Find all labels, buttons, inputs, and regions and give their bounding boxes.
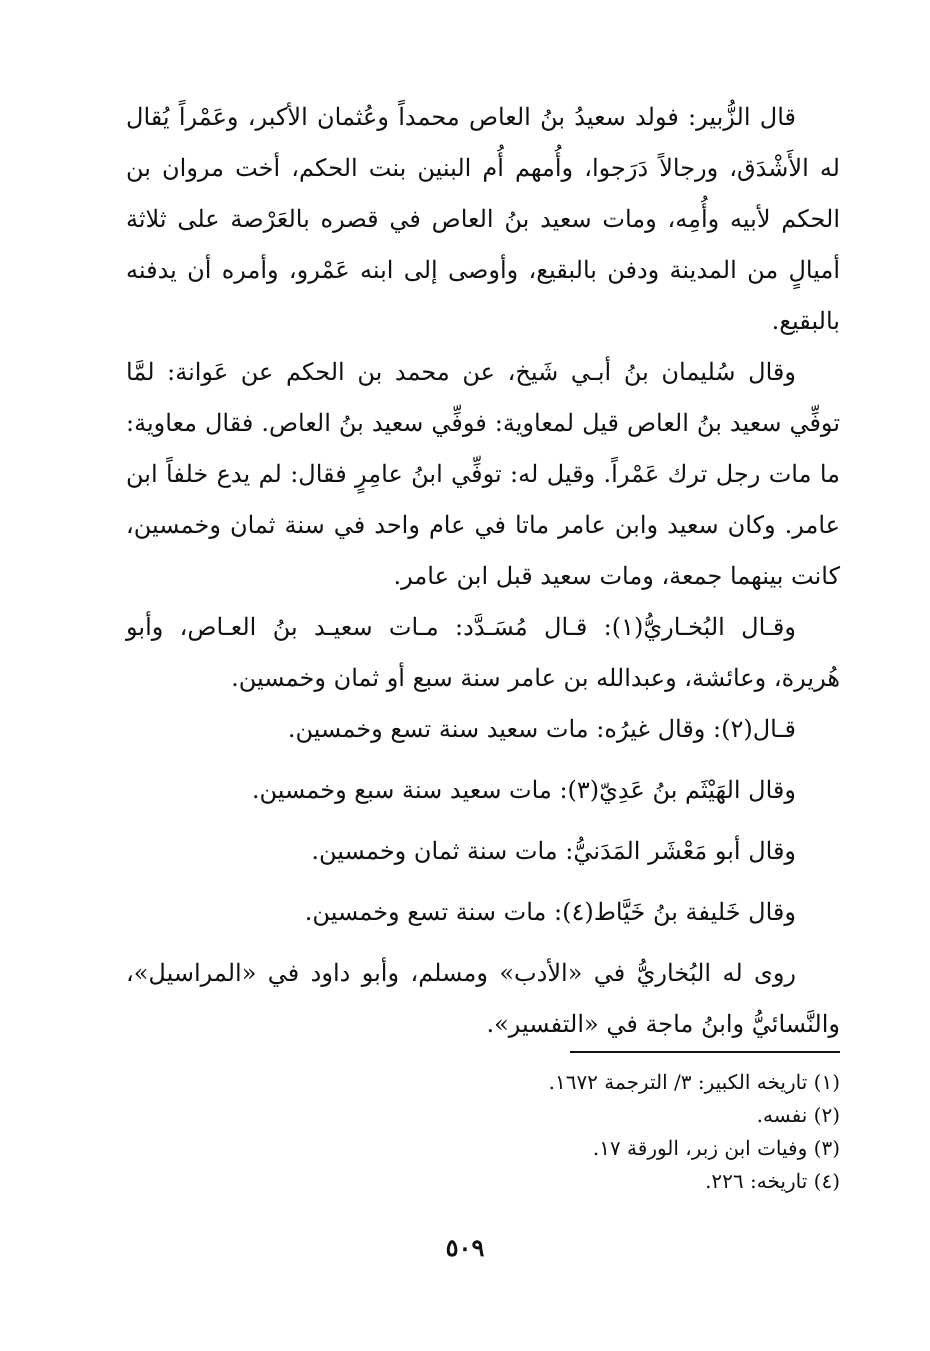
footnote-separator (570, 1051, 840, 1053)
main-text (126, 92, 840, 1050)
line-haytham: وقال الهَيْثَم بنُ عَدِيّ(٣): مات سعيد سنة سبع وخمسين. (251, 776, 796, 804)
paragraph-zubayr: قال الزُّبير: فولد سعيدُ بنُ العاص محمداً وعُثمان الأكبر، وعَمْراً يُقال له الأَشْدَق، ورجالاً دَرَجوا، وأُمهم أُم البنين بنت الحكم، أخت مروان بن الحكم لأبيه وأُمِه، ومات سعيد بنُ العاص في قصره بالعَرْصة على ثلاثة أميالٍ من المدينة ودفن بالبقيع، وأوصى إلى ابنه عَمْرو، وأمره أن يدفنه بالبقيع. (126, 103, 840, 335)
paragraph-sulayman: وقال سُليمان بنُ أبـي شَيخ، عن محمد بن الحكم عن عَوانة: لمَّا توفِّي سعيد بنُ العاص قيل لمعاوية: فوفِّي سعيد بنُ العاص. فقال معاوية: ما مات رجل ترك عَمْراً. وقيل له: توفِّي ابنُ عامِرٍ فقال: لم يدع خلفاً ابن عامر. وكان سعيد وابن عامر ماتا في عام واحد في سنة ثمان وخمسين، كانت بينهما جمعة، ومات سعيد قبل ابن عامر. (126, 358, 840, 590)
paragraph-riwaya: روى له البُخاريُّ في «الأدب» ومسلم، وأبو داود في «المراسيل»، والنَّسائيُّ وابنُ ماجة في «التفسير». (126, 959, 840, 1038)
footnote-3: (٣) وفيات ابن زبر، الورقة ١٧. (592, 1136, 840, 1160)
line-abu-mashar: وقال أبو مَعْشَر المَدَنيُّ: مات سنة ثمان وخمسين. (311, 837, 796, 865)
page-number: ٥٠٩ (445, 1233, 485, 1262)
paragraph-bukhari: وقـال البُخـاريُّ(١): قـال مُسَـدَّد: مـات سعيـد بنُ العـاص، وأبو هُريرة، وعائشة، وعبدالله بن عامر سنة سبع أو ثمان وخمسين. (126, 613, 840, 692)
footnote-1: (١) تاريخه الكبير: ٣/ الترجمة ١٦٧٢. (548, 1070, 840, 1094)
footnote-2: (٢) نفسه. (756, 1103, 840, 1127)
line-khalifa: وقال خَليفة بنُ خَيَّاط(٤): مات سنة تسع وخمسين. (304, 898, 796, 926)
footnote-4: (٤) تاريخه: ٢٢٦. (705, 1169, 840, 1193)
footnotes (126, 1066, 840, 1198)
line-qala-ghayruh: قـال(٢): وقال غيرُه: مات سعيد سنة تسع وخمسين. (287, 715, 796, 743)
